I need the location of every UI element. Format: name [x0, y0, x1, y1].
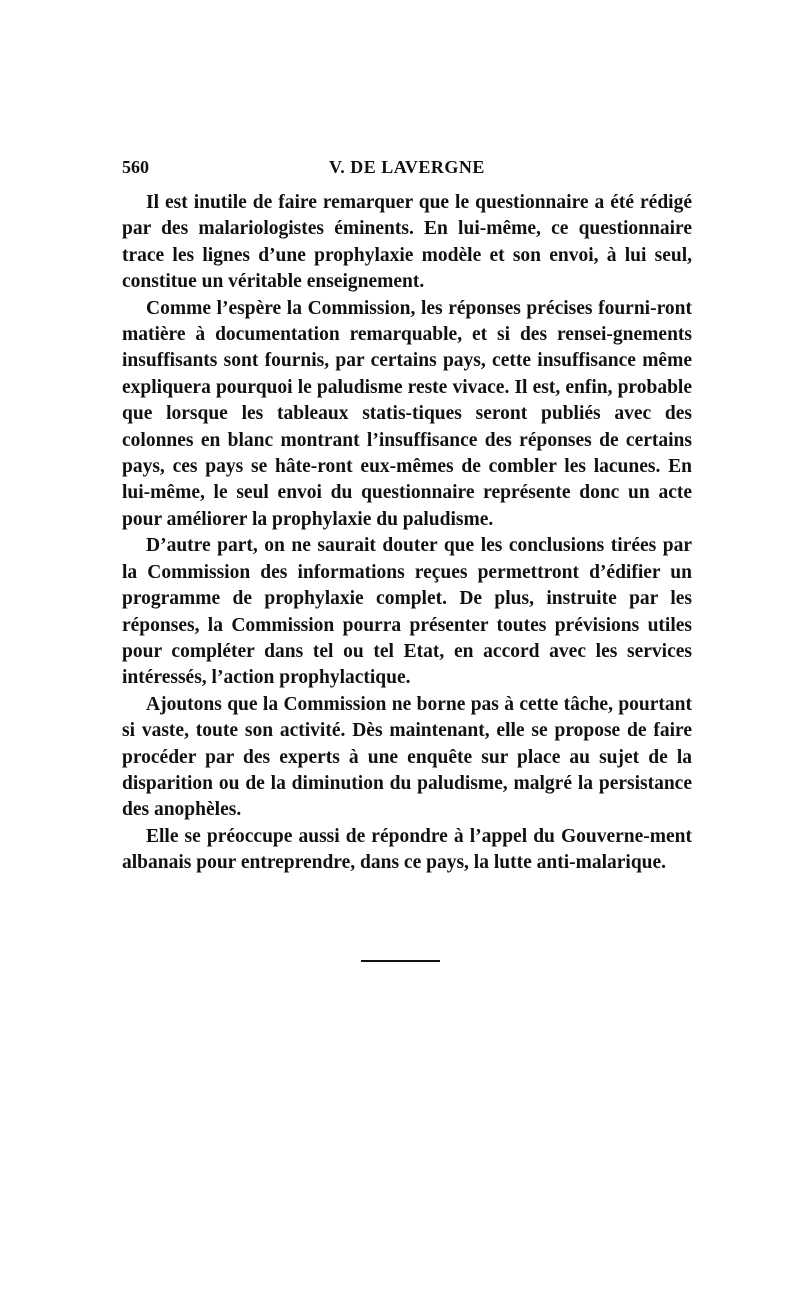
running-head: [122, 157, 692, 181]
body-text: [122, 190, 692, 877]
running-title: V. DE LAVERGNE: [329, 157, 485, 177]
paragraph: D’autre part, on ne saurait douter que les conclusions tirées par la Commission des informations reçues permettront d’édifier un programme de prophylaxie complet. De plus, instruite par les réponses, la Commission pourra présenter toutes prévisions utiles pour compléter dans tel ou tel Etat, en accord avec les services intéressés, l’action prophylactique.: [122, 535, 692, 689]
paragraph: Ajoutons que la Commission ne borne pas à cette tâche, pourtant si vaste, toute son activité. Dès maintenant, elle se propose de faire procéder par des experts à une enquête sur place au sujet de la disparition ou de la diminution du paludisme, malgré la persistance des anophèles.: [122, 693, 692, 821]
paragraph: Comme l’espère la Commission, les réponses précises fourni-ront matière à documentation remarquable, et si des rensei-gnements insuffisants sont fournis, par certains pays, cette insuffisance même expliquera pourquoi le paludisme reste vivace. Il est, enfin, probable que lorsque les tableaux statis-tiques seront publiés avec des colonnes en blanc montrant l’insuffisance des réponses de certains pays, ces pays se hâte-ront eux-mêmes de combler les lacunes. En lui-même, le seul envoi du questionnaire représente donc un acte pour améliorer la prophylaxie du paludisme.: [122, 297, 692, 530]
end-rule: [361, 960, 440, 962]
paragraph: Elle se préoccupe aussi de répondre à l’appel du Gouverne-ment albanais pour entreprendre, dans ce pays, la lutte anti-malarique.: [122, 825, 692, 874]
paragraph: Il est inutile de faire remarquer que le questionnaire a été rédigé par des malariologistes éminents. En lui-même, ce questionnaire trace les lignes d’une prophylaxie modèle et son envoi, à lui seul, constitue un véritable enseignement.: [122, 192, 692, 293]
page-number: 560: [122, 157, 149, 177]
